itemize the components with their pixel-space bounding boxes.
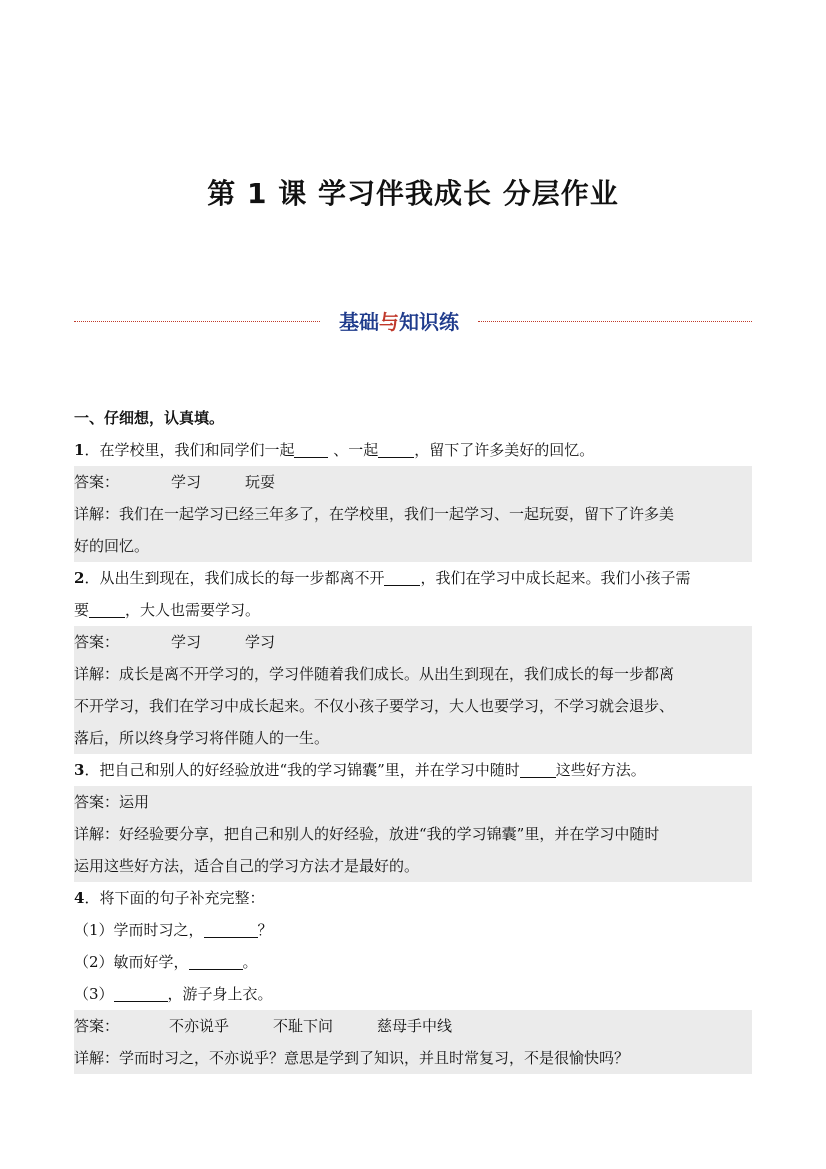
explanation-line: 落后，所以终身学习将伴随人的一生。 [74,729,330,747]
answer-blank [89,599,125,618]
question-4-item-1: （1）学而时习之， ？ [74,921,273,939]
question-4: 4．将下面的句子补充完整： [74,889,265,907]
explanation-line: 详解：成长是离不开学习的，学习伴随着我们成长。从出生到现在，我们成长的每一步都离 [74,665,675,683]
worksheet-content [74,402,752,1074]
answer-line: 答案： 不亦说乎 不耻下问 慈母手中线 [74,1017,453,1035]
explanation-line: 详解：好经验要分享，把自己和别人的好经验，放进“我的学习锦囊”里，并在学习中随时 [74,825,660,843]
answer-blank [294,439,328,458]
section-banner [74,302,752,342]
answer-blank [204,919,258,938]
answer-block-1 [74,466,752,562]
question-1: 1．在学校里，我们和同学们一起 、一起 ，留下了许多美好的回忆。 [74,441,595,459]
answer-blank [378,439,414,458]
answer-line: 答案： 学习 玩耍 [74,473,276,491]
banner-divider-right [478,321,752,322]
answer-blank [520,759,556,778]
explanation-line: 详解：学而时习之，不亦说乎？意思是学到了知识，并且时常复习，不是很愉快吗？ [74,1049,630,1067]
question-3: 3．把自己和别人的好经验放进“我的学习锦囊”里，并在学习中随时 这些好方法。 [74,761,646,779]
answer-block-3 [74,786,752,882]
answer-block-2 [74,626,752,754]
explanation-line: 好的回忆。 [74,537,150,555]
question-2: 2．从出生到现在，我们成长的每一步都离不开 ，我们在学习中成长起来。我们小孩子需 [74,569,691,587]
explanation-line: 不开学习，我们在学习中成长起来。不仅小孩子要学习，大人也要学习，不学习就会退步、 [74,697,675,715]
answer-line: 答案：运用 [74,793,150,811]
explanation-line: 详解：我们在一起学习已经三年多了，在学校里，我们一起学习、一起玩耍，留下了许多美 [74,505,675,523]
question-4-item-2: （2）敏而好学， 。 [74,953,258,971]
explanation-line: 运用这些好方法，适合自己的学习方法才是最好的。 [74,857,420,875]
section-heading: 一、仔细想，认真填。 [74,409,225,427]
answer-blank [189,951,243,970]
answer-block-4 [74,1010,752,1074]
banner-label: 基础与知识练 [339,310,459,334]
answer-blank [384,567,420,586]
banner-divider-left [74,321,320,322]
question-4-item-3: （3） ，游子身上衣。 [74,985,273,1003]
answer-line: 答案： 学习 学习 [74,633,276,651]
page-title: 第 1 课 学习伴我成长 分层作业 [207,177,619,210]
answer-blank [114,983,168,1002]
question-2-cont: 要 ，大人也需要学习。 [74,601,261,619]
